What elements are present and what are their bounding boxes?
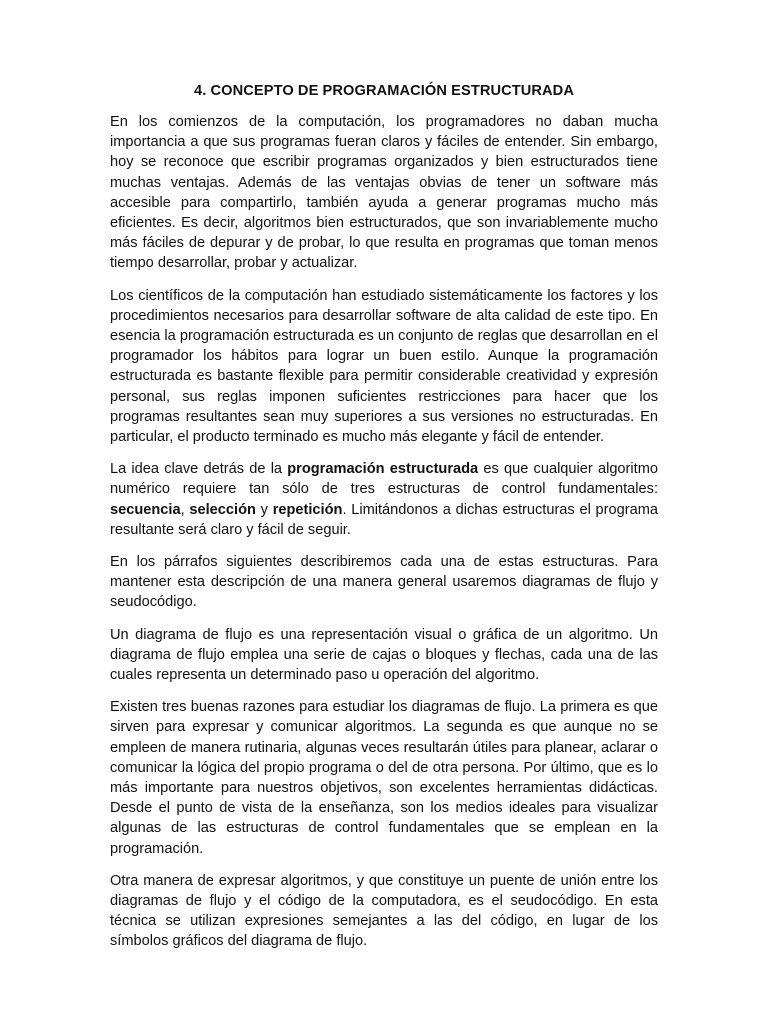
paragraph-following: En los párrafos siguientes describiremos cada una de estas estructuras. Para mantener esta descripción de una manera general usaremos diagramas de flujo y seudocódigo. — [110, 554, 658, 611]
key-idea-text-1: La idea clave detrás de la — [110, 461, 288, 478]
key-idea-term-selection: selección — [189, 501, 256, 518]
paragraph-key-idea — [110, 459, 658, 540]
key-idea-text-5: . Limitándonos a dichas estructuras el programa resultante será claro y fácil de seguir. — [110, 501, 659, 538]
paragraph-flowchart-reasons: Existen tres buenas razones para estudiar los diagramas de flujo. La primera es que sirven para expresar y comunicar algoritmos. La segunda es que aunque no se empleen de manera rutinaria, algunas veces resultarán útiles para planear, aclarar o comunicar la lógica del propio programa o del de otra persona. Por último, que es lo más importante para nuestros objetivos, son excelentes herramientas didácticas. Desde el punto de vista de la enseñanza, son los medios ideales para visualizar algunas de las estructuras de control fundamentales que se emplean en la programación. — [110, 699, 658, 857]
key-idea-text-4: y — [255, 501, 273, 518]
paragraph-flowchart-definition: Un diagrama de flujo es una representación visual o gráfica de un algoritmo. Un diagrama de flujo emplea una serie de cajas o bloques y flechas, cada una de las cuales representa un determinado paso u operación del algoritmo. — [110, 626, 658, 684]
key-idea-term-repetition: repetición — [272, 501, 343, 518]
paragraph-pseudocode: Otra manera de expresar algoritmos, y que constituye un puente de unión entre los diagramas de flujo y el código de la computadora, es el seudocódigo. En esta técnica se utilizan expresiones semejantes a las del código, en lugar de los símbolos gráficos del diagrama de flujo. — [110, 872, 658, 950]
key-idea-text-3: , — [180, 501, 190, 518]
key-idea-text-2: es que cualquier algoritmo numérico requiere tan sólo de tres estructuras de control fundamentales: — [110, 461, 658, 498]
section-title: 4. CONCEPTO DE PROGRAMACIÓN ESTRUCTURADA — [194, 83, 574, 99]
key-idea-term-sequence: secuencia — [110, 501, 181, 518]
paragraph-scientists: Los científicos de la computación han estudiado sistemáticamente los factores y los procedimientos necesarios para desarrollar software de alta calidad de este tipo. En esencia la programación estructurada es un conjunto de reglas que desarrollan en el programador los hábitos para lograr un buen estilo. Aunque la programación estructurada es bastante flexible para permitir considerable creatividad y expresión personal, sus reglas imponen suficientes restricciones para hacer que los programas resultantes sean muy superiores a sus versiones no estructuradas. En particular, el producto terminado es mucho más elegante y fácil de entender. — [110, 287, 658, 446]
paragraph-intro: En los comienzos de la computación, los programadores no daban mucha importancia a que sus programas fueran claros y fáciles de entender. Sin embargo, hoy se reconoce que escribir programas organizados y bien estructurados tiene muchas ventajas. Además de las ventajas obvias de tener un software más accesible para compartirlo, también ayuda a generar programas mucho más eficientes. Es decir, algoritmos bien estructurados, que son invariablemente mucho más fáciles de depurar y de probar, lo que resulta en programas que toman menos tiempo desarrollar, probar y actualizar. — [110, 113, 658, 272]
key-idea-term-structured-programming: programación estructurada — [287, 461, 479, 478]
